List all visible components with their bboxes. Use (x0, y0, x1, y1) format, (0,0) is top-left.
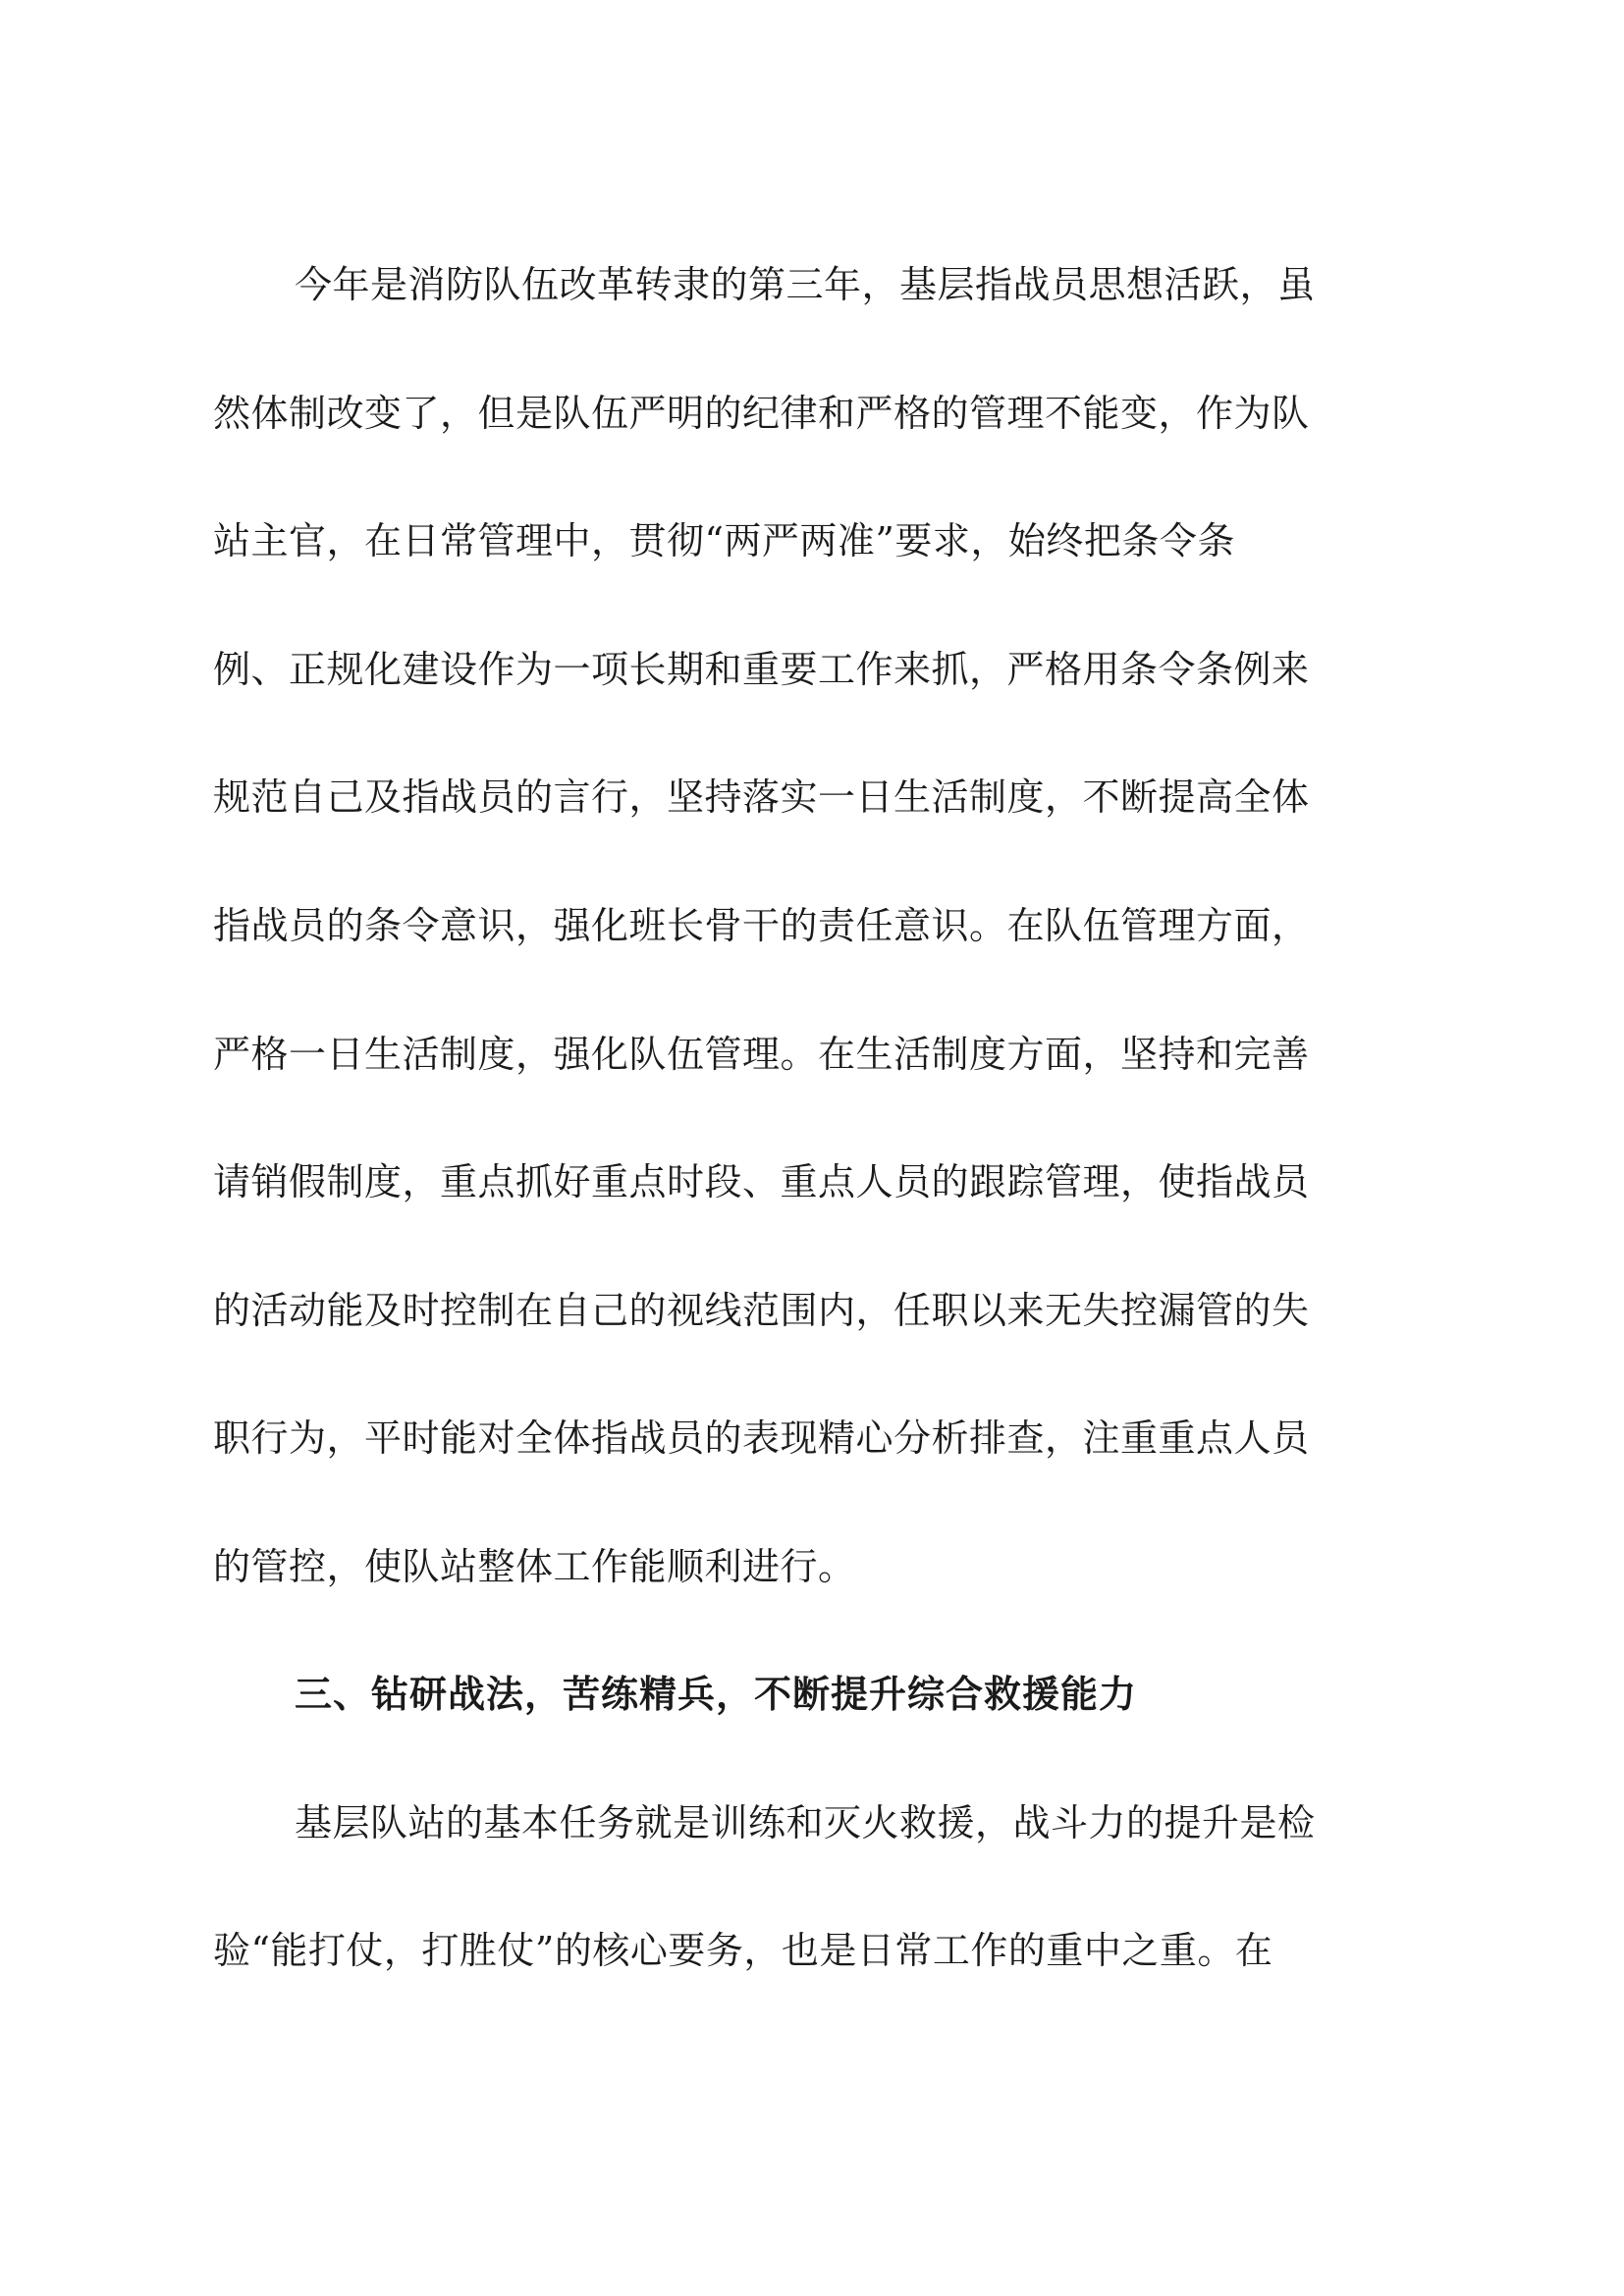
paragraph-line: 基层队站的基本任务就是训练和灭火救援，战斗力的提升是检 (295, 1801, 1316, 1844)
paragraph-line: 严格一日生活制度，强化队伍管理。在生活制度方面，坚持和完善 (213, 1033, 1310, 1076)
paragraph-line: 规范自己及指战员的言行，坚持落实一日生活制度，不断提高全体 (213, 775, 1310, 819)
paragraph-line: 今年是消防队伍改革转隶的第三年，基层指战员思想活跃，虽 (295, 263, 1316, 306)
section-heading: 三、钻研战法，苦练精兵，不断提升综合救援能力 (295, 1673, 1138, 1716)
paragraph-line: 的管控，使队站整体工作能顺利进行。 (213, 1545, 856, 1588)
paragraph-line: 指战员的条令意识，强化班长骨干的责任意识。在队伍管理方面， (213, 904, 1310, 947)
paragraph-line: 站主官，在日常管理中，贯彻“两严两准”要求，始终把条令条 (213, 519, 1235, 562)
paragraph-line: 例、正规化建设作为一项长期和重要工作来抓，严格用条令条例来 (213, 648, 1310, 691)
paragraph-line: 职行为，平时能对全体指战员的表现精心分析排查，注重重点人员 (213, 1416, 1310, 1460)
paragraph-line: 的活动能及时控制在自己的视线范围内，任职以来无失控漏管的失 (213, 1289, 1310, 1332)
paragraph-line: 验“能打仗，打胜仗”的核心要务，也是日常工作的重中之重。在 (213, 1929, 1273, 1972)
paragraph-line: 然体制改变了，但是队伍严明的纪律和严格的管理不能变，作为队 (213, 392, 1310, 435)
paragraph-line: 请销假制度，重点抓好重点时段、重点人员的跟踪管理，使指战员 (213, 1160, 1310, 1203)
